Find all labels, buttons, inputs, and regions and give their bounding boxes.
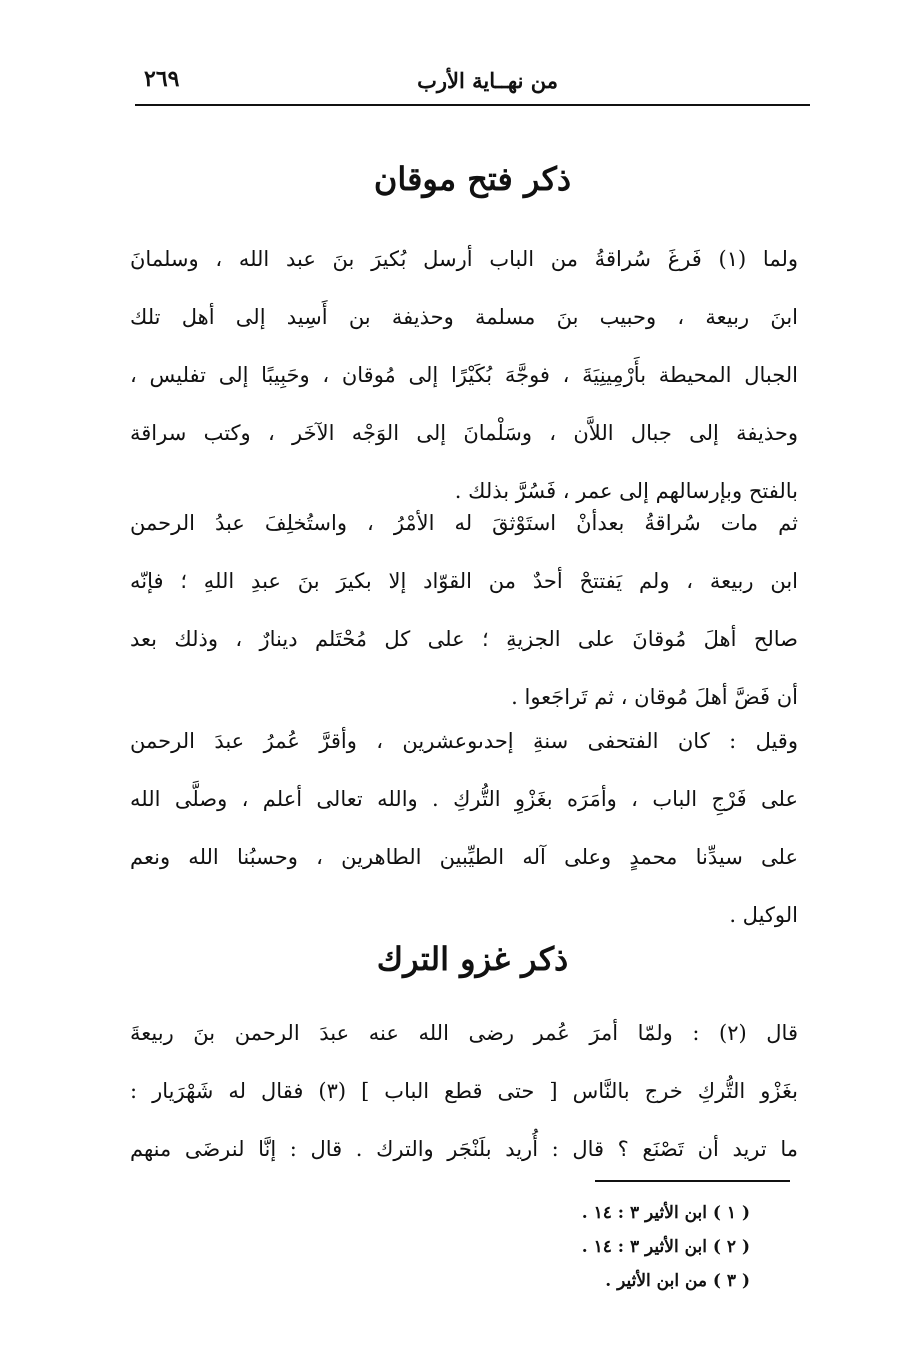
text-line: ثم مات سُراقةُ بعدأنْ استَوْثقَ له الأمْرُ ، واستُخلِفَ عبدُ الرحمن (130, 511, 798, 535)
footnote: ( ١ ) ابن الأثير ٣ : ١٤ . (581, 1203, 750, 1223)
text-line: ولما (١) فَرغَ سُراقةُ من الباب أرسل بُكيرَ بنَ عبد الله ، وسلمانَ (130, 247, 798, 271)
text-line: ابن ربيعة ، ولم يَفتتحْ أحدٌ من القوّاد إلا بكيرَ بنَ عبدِ اللهِ ؛ فإنّه (130, 569, 798, 593)
text-line: على سيدِّنا محمدٍ وعلى آله الطيِّبين الطاهرين ، وحسبُنا الله ونعم (130, 845, 798, 869)
footnote-rule (595, 1180, 790, 1182)
text-line: الوكيل . (729, 903, 798, 927)
text-line: وقيل : كان الفتحفى سنةِ إحدىوعشرين ، وأقرَّ عُمرُ عبدَ الرحمن (130, 729, 798, 753)
footnotes (500, 1196, 750, 1298)
paragraph (130, 230, 798, 520)
paragraph (130, 1004, 798, 1178)
page-number: ٢٦٩ (144, 66, 180, 92)
paragraph (130, 494, 798, 726)
text-line: ابنَ ربيعة ، وحبيب بنَ مسلمة وحذيفة بن أَسِيد إلى أهل تلك (130, 305, 798, 329)
text-line: صالح أهلَ مُوقانَ على الجزيةِ ؛ على كل مُحْتَلم دينارٌ ، وذلك بعد (130, 627, 798, 651)
text-line: بالفتح وبإرسالهم إلى عمر ، فَسُرَّ بذلك . (454, 479, 798, 503)
header-rule (135, 104, 810, 106)
running-header (138, 64, 808, 98)
text-line: على فَرْجِ الباب ، وأمَرَه بغَزْوِ التُّركِ . والله تعالى أعلم ، وصلَّى الله (130, 787, 798, 811)
text-line: أن فَضَّ أهلَ مُوقان ، ثم تَراجَعوا . (511, 685, 798, 709)
text-line: وحذيفة إلى جبال اللاَّن ، وسَلْمانَ إلى الوَجْه الآخَر ، وكتب سراقة (130, 421, 798, 445)
text-line: بغَزْو التُّركِ خرج بالنَّاس [ حتى قطع الباب ] (٣) فقال له شَهْرَيار : (130, 1079, 798, 1103)
paragraph (130, 712, 798, 944)
text-line: ما تريد أن تَصْنَع ؟ قال : أُريد بلَنْجَر والترك . قال : إنَّا لنرضَى منهم (130, 1137, 798, 1161)
text-line: الجبال المحيطة بأَرْمِينِيَةَ ، فوجَّهَ بُكَيْرًا إلى مُوقان ، وحَبِيبًا إلى تفليس ، (130, 363, 798, 387)
section-title-raid-on-turks: ذكر غزو الترك (376, 940, 569, 978)
running-title: من نهــاية الأرب (417, 68, 558, 93)
section-title-conquest-of-mughan: ذكر فتح موقان (373, 160, 572, 198)
text-line: قال (٢) : ولمّا أمرَ عُمر رضى الله عنه عبدَ الرحمن بنَ ربيعةَ (130, 1021, 798, 1045)
footnote: ( ٢ ) ابن الأثير ٣ : ١٤ . (581, 1237, 750, 1257)
footnote: ( ٣ ) من ابن الأثير . (605, 1271, 750, 1291)
